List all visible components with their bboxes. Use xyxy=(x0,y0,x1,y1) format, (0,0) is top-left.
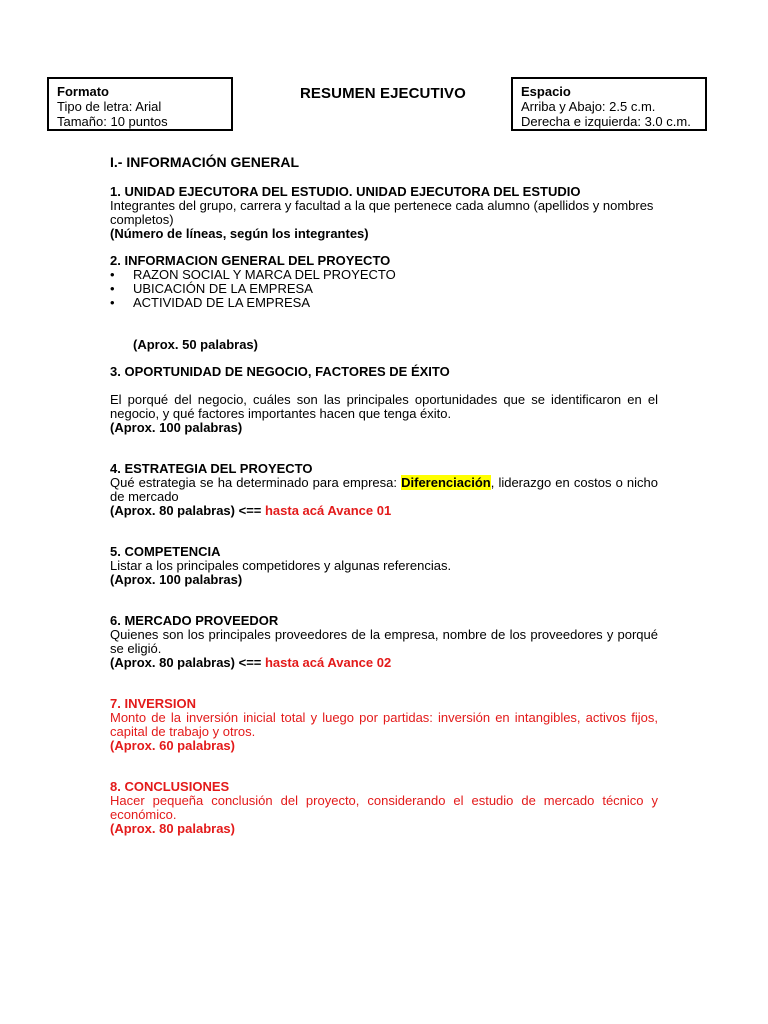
section-4 xyxy=(110,462,658,518)
section-4-note xyxy=(110,504,658,518)
section-8-title: 8. CONCLUSIONES xyxy=(110,779,230,794)
section-5-note: (Aprox. 100 palabras) xyxy=(110,572,243,587)
section-7 xyxy=(110,697,658,753)
highlighted-term: Diferenciación xyxy=(401,475,491,490)
section-3-note: (Aprox. 100 palabras) xyxy=(110,420,243,435)
section-6-body: Quienes son los principales proveedores de la empresa, nombre de los proveedores y porqué se eligió. xyxy=(110,627,658,656)
espacio-vertical: Arriba y Abajo: 2.5 c.m. xyxy=(521,99,656,114)
espacio-label: Espacio xyxy=(521,84,571,99)
section-1-title: 1. UNIDAD EJECUTORA DEL ESTUDIO. UNIDAD EJECUTORA DEL ESTUDIO xyxy=(110,184,581,199)
section-1-body: Integrantes del grupo, carrera y facultad a la que pertenece cada alumno (apellidos y nombres completos) xyxy=(110,198,654,227)
section-8-note: (Aprox. 80 palabras) xyxy=(110,821,235,836)
bullet-item: • UBICACIÓN DE LA EMPRESA xyxy=(110,282,658,296)
section-3-title: 3. OPORTUNIDAD DE NEGOCIO, FACTORES DE ÉXITO xyxy=(110,364,450,379)
main-heading: I.- INFORMACIÓN GENERAL xyxy=(110,154,299,170)
avance-02-marker: hasta acá Avance 02 xyxy=(264,655,392,670)
section-7-body: Monto de la inversión inicial total y luego por partidas: inversión en intangibles, activos fijos, capital de trabajo y otros. xyxy=(110,710,658,739)
formato-font: Tipo de letra: Arial xyxy=(57,99,162,114)
formato-size: Tamaño: 10 puntos xyxy=(57,114,168,129)
section-7-note: (Aprox. 60 palabras) xyxy=(110,738,235,753)
section-5-body: Listar a los principales competidores y algunas referencias. xyxy=(110,558,452,573)
section-3-body: El porqué del negocio, cuáles son las principales oportunidades que se identificaron en el negocio, y qué factores importantes hacen que tenga éxito. xyxy=(110,392,658,421)
section-6-title: 6. MERCADO PROVEEDOR xyxy=(110,613,279,628)
formato-label: Formato xyxy=(57,84,109,99)
section-1-note: (Número de líneas, según los integrantes) xyxy=(110,226,369,241)
document-title: RESUMEN EJECUTIVO xyxy=(300,85,466,102)
section-4-body-text: Qué estrategia se ha determinado para empresa: xyxy=(110,475,402,490)
section-2-title: 2. INFORMACION GENERAL DEL PROYECTO xyxy=(110,253,391,268)
section-4-body xyxy=(110,476,658,504)
espacio-horizontal: Derecha e izquierda: 3.0 c.m. xyxy=(521,114,691,129)
bullet-item: • RAZON SOCIAL Y MARCA DEL PROYECTO xyxy=(110,268,658,282)
section-2-note: (Aprox. 50 palabras) xyxy=(133,337,258,352)
espacio-box xyxy=(511,77,707,131)
section-4-note-text: (Aprox. 80 palabras) <== xyxy=(110,503,265,518)
section-4-title: 4. ESTRATEGIA DEL PROYECTO xyxy=(110,461,313,476)
section-6 xyxy=(110,614,658,670)
section-5-title: 5. COMPETENCIA xyxy=(110,544,221,559)
section-5 xyxy=(110,545,658,587)
section-8-body: Hacer pequeña conclusión del proyecto, considerando el estudio de mercado técnico y económico. xyxy=(110,793,658,822)
section-3 xyxy=(110,365,658,435)
section-7-title: 7. INVERSION xyxy=(110,696,196,711)
section-8 xyxy=(110,780,658,836)
section-2 xyxy=(110,254,658,352)
document-body xyxy=(110,155,658,836)
bullet-item: • ACTIVIDAD DE LA EMPRESA xyxy=(110,296,658,310)
section-6-note xyxy=(110,656,658,670)
section-1 xyxy=(110,185,658,241)
avance-01-marker: hasta acá Avance 01 xyxy=(264,503,392,518)
section-4-body-rest: , liderazgo en costos o nicho de mercado xyxy=(110,475,658,504)
formato-box xyxy=(47,77,233,131)
section-2-bullets xyxy=(110,268,658,310)
section-6-note-text: (Aprox. 80 palabras) <== xyxy=(110,655,265,670)
